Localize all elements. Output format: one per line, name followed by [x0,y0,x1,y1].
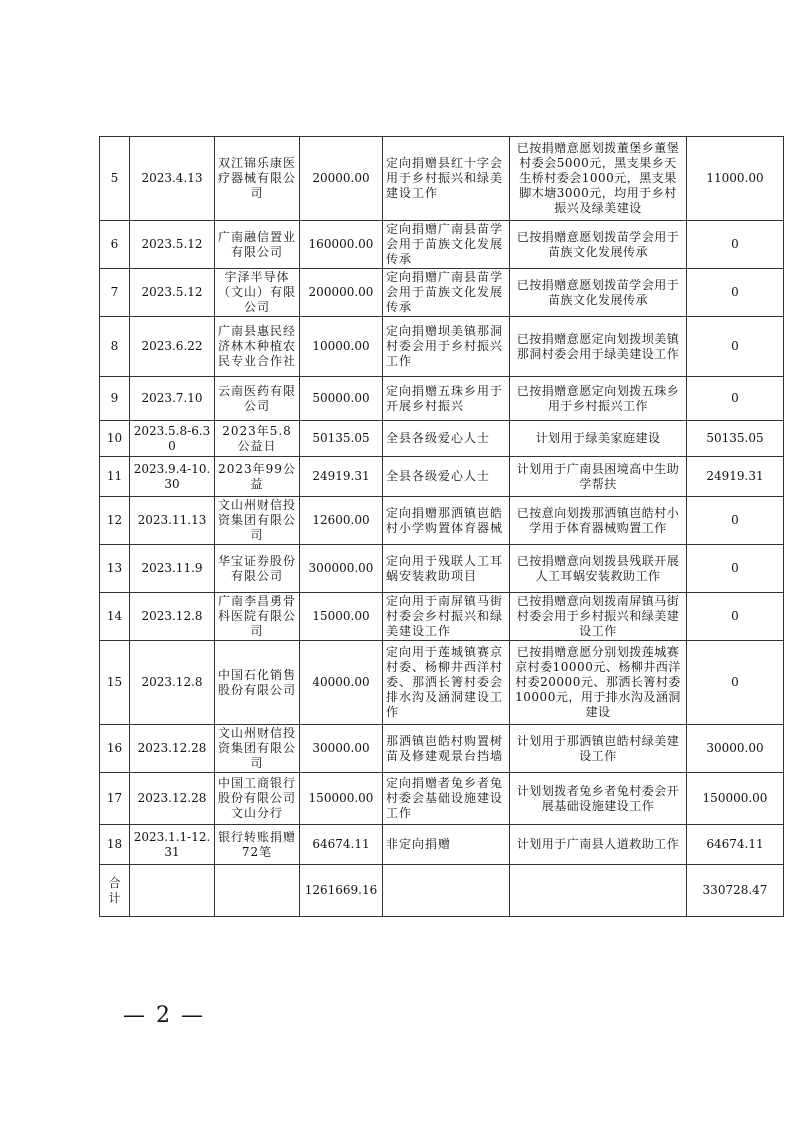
empty-cell [383,865,510,917]
usage-status-cell: 已按捐赠意愿划拨董堡乡董堡村委会5000元，黑支果乡天生桥村委会1000元，黑支果脚木塘3000元，均用于乡村振兴及绿美建设 [510,137,687,221]
row-number-cell: 17 [100,773,130,825]
table-row [100,497,784,545]
donation-date-cell: 2023.12.8 [130,593,215,641]
remaining-balance-cell: 0 [687,221,784,269]
donation-date-cell: 2023.7.10 [130,377,215,421]
remaining-balance-cell: 11000.00 [687,137,784,221]
table-row [100,421,784,457]
row-number-cell: 18 [100,825,130,865]
donation-table [99,136,784,917]
remaining-balance-cell: 0 [687,497,784,545]
usage-status-cell: 计划用于绿美家庭建设 [510,421,687,457]
table-row [100,317,784,377]
donor-name-cell: 2023年5.8公益日 [215,421,300,457]
row-number-cell: 16 [100,725,130,773]
donor-name-cell: 中国工商银行股份有限公司文山分行 [215,773,300,825]
page-number: — 2 — [123,1003,205,1028]
donation-date-cell: 2023.5.12 [130,221,215,269]
table-row [100,593,784,641]
donation-purpose-cell: 那洒镇岜皓村购置树苗及修建观景台挡墙 [383,725,510,773]
donor-name-cell: 文山州财信投资集团有限公司 [215,497,300,545]
donation-amount-cell: 40000.00 [300,641,383,725]
table-row [100,825,784,865]
remaining-balance-cell: 0 [687,269,784,317]
row-number-cell: 13 [100,545,130,593]
donation-date-cell: 2023.1.1-12.31 [130,825,215,865]
remaining-balance-cell: 0 [687,377,784,421]
donor-name-cell: 2023年99公益 [215,457,300,497]
total-label: 合计 [100,865,130,917]
donation-date-cell: 2023.9.4-10.30 [130,457,215,497]
usage-status-cell: 计划划拨者兔乡者兔村委会开展基础设施建设工作 [510,773,687,825]
table-body [100,137,784,917]
remaining-balance-cell: 24919.31 [687,457,784,497]
donation-amount-cell: 160000.00 [300,221,383,269]
donation-date-cell: 2023.5.12 [130,269,215,317]
donation-date-cell: 2023.4.13 [130,137,215,221]
donation-amount-cell: 24919.31 [300,457,383,497]
table-row [100,773,784,825]
donation-date-cell: 2023.5.8-6.30 [130,421,215,457]
donation-purpose-cell: 全县各级爱心人士 [383,457,510,497]
usage-status-cell: 已按捐赠意愿分别划拨莲城赛京村委10000元、杨柳井西洋村委20000元、那洒长箐村委10000元，用于排水沟及涵洞建设 [510,641,687,725]
donation-amount-cell: 30000.00 [300,725,383,773]
row-number-cell: 11 [100,457,130,497]
donation-purpose-cell: 定向用于残联人工耳蜗安装救助项目 [383,545,510,593]
donation-purpose-cell: 定向捐赠县红十字会用于乡村振兴和绿美建设工作 [383,137,510,221]
row-number-cell: 12 [100,497,130,545]
total-amount: 1261669.16 [300,865,383,917]
table-row [100,457,784,497]
donation-date-cell: 2023.11.13 [130,497,215,545]
donation-purpose-cell: 全县各级爱心人士 [383,421,510,457]
table-row [100,377,784,421]
remaining-balance-cell: 0 [687,545,784,593]
donation-amount-cell: 64674.11 [300,825,383,865]
donation-amount-cell: 200000.00 [300,269,383,317]
donation-purpose-cell: 定向捐赠坝美镇那洞村委会用于乡村振兴工作 [383,317,510,377]
usage-status-cell: 已按捐赠意愿定向划拨五珠乡用于乡村振兴工作 [510,377,687,421]
donor-name-cell: 双江锦乐康医疗器械有限公司 [215,137,300,221]
row-number-cell: 5 [100,137,130,221]
donation-purpose-cell: 定向用于南屏镇马街村委会乡村振兴和绿美建设工作 [383,593,510,641]
donation-amount-cell: 20000.00 [300,137,383,221]
usage-status-cell: 已按捐赠意向划拨南屏镇马街村委会用于乡村振兴和绿美建设工作 [510,593,687,641]
usage-status-cell: 已按捐赠意愿划拨苗学会用于苗族文化发展传承 [510,221,687,269]
usage-status-cell: 已按意向划拨那洒镇岜皓村小学用于体育器械购置工作 [510,497,687,545]
donation-purpose-cell: 定向捐赠者兔乡者兔村委会基础设施建设工作 [383,773,510,825]
donor-name-cell: 银行转账捐赠72笔 [215,825,300,865]
table-row [100,269,784,317]
row-number-cell: 8 [100,317,130,377]
donation-date-cell: 2023.12.8 [130,641,215,725]
row-number-cell: 14 [100,593,130,641]
remaining-balance-cell: 0 [687,593,784,641]
row-number-cell: 15 [100,641,130,725]
donor-name-cell: 中国石化销售股份有限公司 [215,641,300,725]
remaining-balance-cell: 50135.05 [687,421,784,457]
table-row [100,137,784,221]
remaining-balance-cell: 150000.00 [687,773,784,825]
remaining-balance-cell: 64674.11 [687,825,784,865]
usage-status-cell: 计划用于广南县人道救助工作 [510,825,687,865]
donation-amount-cell: 10000.00 [300,317,383,377]
donation-purpose-cell: 定向捐赠那洒镇岜皓村小学购置体育器械 [383,497,510,545]
total-row [100,865,784,917]
empty-cell [130,865,215,917]
donor-name-cell: 广南李昌勇骨科医院有限公司 [215,593,300,641]
usage-status-cell: 已按捐赠意愿定向划拨坝美镇那洞村委会用于绿美建设工作 [510,317,687,377]
donation-amount-cell: 12600.00 [300,497,383,545]
donor-name-cell: 华宝证券股份有限公司 [215,545,300,593]
donation-purpose-cell: 定向捐赠五珠乡用于开展乡村振兴 [383,377,510,421]
row-number-cell: 9 [100,377,130,421]
row-number-cell: 6 [100,221,130,269]
row-number-cell: 10 [100,421,130,457]
empty-cell [215,865,300,917]
total-balance: 330728.47 [687,865,784,917]
row-number-cell: 7 [100,269,130,317]
donor-name-cell: 文山州财信投资集团有限公司 [215,725,300,773]
remaining-balance-cell: 0 [687,317,784,377]
donation-purpose-cell: 非定向捐赠 [383,825,510,865]
usage-status-cell: 已按捐赠意向划拨县残联开展人工耳蜗安装救助工作 [510,545,687,593]
table-row [100,221,784,269]
table-row [100,725,784,773]
usage-status-cell: 计划用于广南县困境高中生助学帮扶 [510,457,687,497]
donation-amount-cell: 300000.00 [300,545,383,593]
usage-status-cell: 计划用于那洒镇岜皓村绿美建设工作 [510,725,687,773]
donor-name-cell: 宇泽半导体（文山）有限公司 [215,269,300,317]
usage-status-cell: 已按捐赠意愿划拨苗学会用于苗族文化发展传承 [510,269,687,317]
donor-name-cell: 广南融信置业有限公司 [215,221,300,269]
donation-purpose-cell: 定向用于莲城镇赛京村委、杨柳井西洋村委、那洒长箐村委会排水沟及涵洞建设工作 [383,641,510,725]
remaining-balance-cell: 30000.00 [687,725,784,773]
donation-purpose-cell: 定向捐赠广南县苗学会用于苗族文化发展传承 [383,221,510,269]
donation-date-cell: 2023.11.9 [130,545,215,593]
table-row [100,641,784,725]
empty-cell [510,865,687,917]
donation-date-cell: 2023.12.28 [130,725,215,773]
donation-purpose-cell: 定向捐赠广南县苗学会用于苗族文化发展传承 [383,269,510,317]
donation-amount-cell: 50000.00 [300,377,383,421]
donation-date-cell: 2023.6.22 [130,317,215,377]
donation-amount-cell: 15000.00 [300,593,383,641]
donation-amount-cell: 50135.05 [300,421,383,457]
table-row [100,545,784,593]
remaining-balance-cell: 0 [687,641,784,725]
donor-name-cell: 广南县惠民经济林木种植农民专业合作社 [215,317,300,377]
donation-amount-cell: 150000.00 [300,773,383,825]
donation-date-cell: 2023.12.28 [130,773,215,825]
donor-name-cell: 云南医药有限公司 [215,377,300,421]
